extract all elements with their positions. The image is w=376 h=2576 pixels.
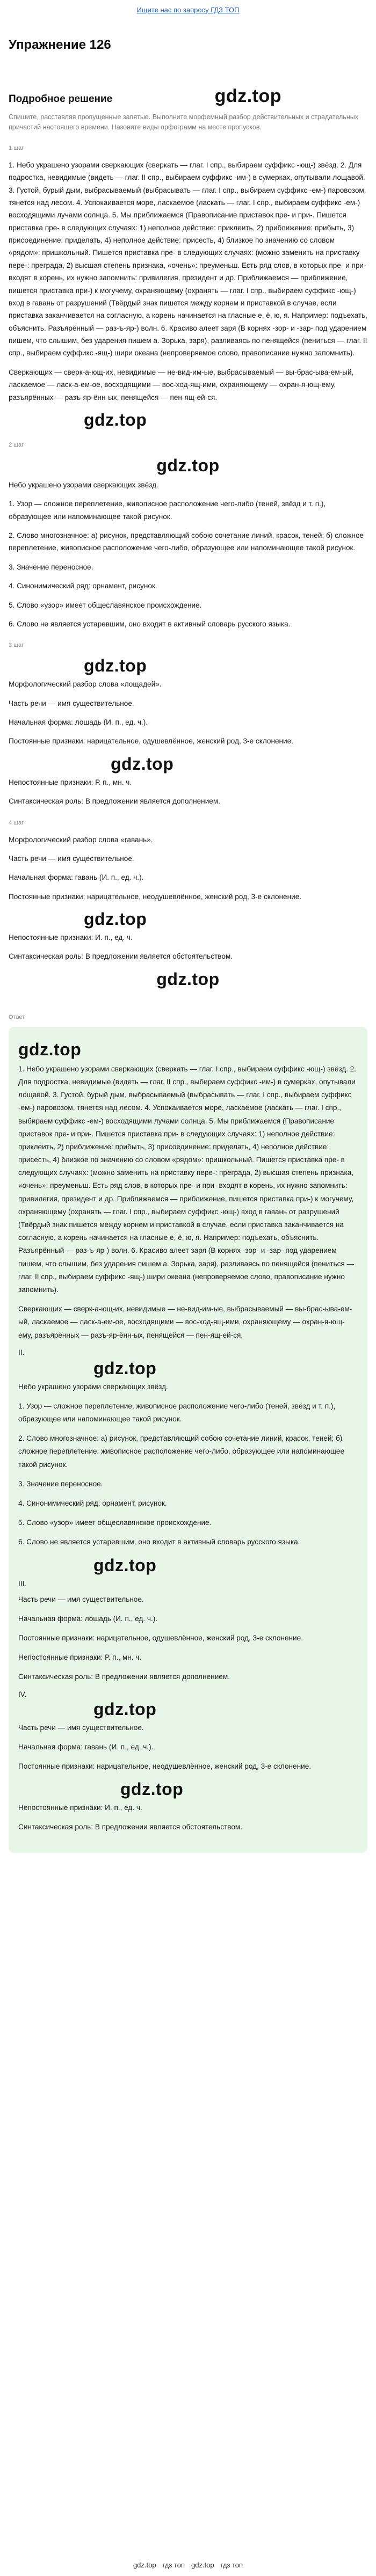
step3-lead: Морфологический разбор слова «лощадей».: [9, 680, 162, 689]
watermark: gdz.top: [84, 410, 147, 429]
watermark: gdz.top: [111, 754, 174, 773]
footer-link[interactable]: gdz.top: [191, 2560, 214, 2569]
step-label-1: 1 шаг: [9, 144, 24, 151]
watermark: gdz.top: [93, 1555, 157, 1575]
answer-paragraph-1: 1. Небо украшено узорами сверкающих (сверкать — глаг. I спр., выбираем суффикс -ющ-) звёзд. 2. Для подростка, невидимые (видеть — глаг. II спр., выбираем суффикс -им-) в сумерках, опутывали лощавой. 3. Густой, бурый дым, выбрасываемый (выбрасывать — глаг. I спр., выбираем суффикс -ем-) паровозом, тянется над лесом. 4. Успокаивается море, ласкаемое (ласкать — глаг. I спр., выбираем суффикс -ем-) восходящими лучами солнца. 5. Мы приближаемся (Правописание приставок пре- и при-. Пишется приставка при- в следующих случаях: 1) неполное действие: приклеить, 2) приближение: прибыть, 3) присоединение: приделать, 4) неполное действие: присесть, 4) близкое по значению со словом «рядом»: пришкольный. Пишется приставка пре- в следующих случаях: (можно заменить на приставку пере-: преграда, 2) высшая степень признака, «очень»: преуменьш. Есть ряд слов, в которых пре- и при- входят в корень, их нужно запомнить: привилегия, президент и др. Приближаемся — приближение, пишется приставка при-) к могучему, охраняющему (охранять — глаг. I спр., выбираем суффикс -ющ-) вход в гавань от разрушений (Твёрдый знак пишется между корнем и приставкой в случае, если приставка заканчивается на согласную, а корень начинается на гласные е, ё, ю, я. Например: подъехать, объяснить. Разъярённый — раз-ъ-яр-) волн. 6. Красиво алеет заря (В корнях -зор- и -зар- под ударением пишем, что слышим, без ударения пишем а. Зорька, заря), разливаясь по пенящейся (пениться — глаг. II спр., выбираем суффикс -ящ-) шири океана (непроверяемое слово, правописание нужно запомнить).: [18, 1064, 357, 1294]
watermark: gdz.top: [84, 656, 147, 676]
answer-item-4: 4. Синонимический ряд: орнамент, рисунок.: [18, 1499, 167, 1507]
step3-part-of-speech: Часть речи — имя существительное.: [9, 699, 134, 707]
watermark: gdz.top: [120, 1779, 184, 1799]
footer: [0, 2553, 376, 2576]
answer-item-2: 2. Слово многозначное: а) рисунок, представляющий собою сочетание линий, красок, теней; б) сложное переплетение, живописное расположение чего-либо, образующее или напоминающее такой рисунок.: [18, 1434, 345, 1469]
answer-item-5: 5. Слово «узор» имеет общеславянское происхождение.: [18, 1519, 212, 1527]
top-search-hint-text: Ищите нас по запросу ГДЗ ТОП: [136, 5, 240, 14]
page-title: Упражнение 126: [9, 38, 111, 52]
answer-4-part-of-speech: Часть речи — имя существительное.: [18, 1723, 144, 1732]
answer-item-3: 3. Значение переносное.: [18, 1479, 103, 1488]
answer-section-2-lead: Небо украшено узорами сверкающих звёзд.: [18, 1382, 168, 1391]
watermark: gdz.top: [214, 86, 281, 106]
step-label-4: 4 шаг: [9, 819, 24, 826]
step3-syntax-role: Синтаксическая роль: В предложении является дополнением.: [9, 797, 220, 806]
answer-3-constant-features: Постоянные признаки: нарицательное, одушевлённое, женский род, 3-е склонение.: [18, 1633, 303, 1642]
step3-initial-form: Начальная форма: лошадь (И. п., ед. ч.).: [9, 718, 148, 726]
step3-constant-features: Постоянные признаки: нарицательное, одушевлённое, женский род, 3-е склонение.: [9, 737, 293, 746]
step4-syntax-role: Синтаксическая роль: В предложении является обстоятельством.: [9, 952, 233, 961]
watermark: gdz.top: [18, 1039, 82, 1059]
answer-3-initial-form: Начальная форма: лошадь (И. п., ед. ч.).: [18, 1614, 158, 1623]
step2-item-5: 5. Слово «узор» имеет общеславянское происхождение.: [9, 601, 202, 609]
answer-item-6: 6. Слово не является устаревшим, оно входит в активный словарь русского языка.: [18, 1538, 300, 1546]
step4-constant-features: Постоянные признаки: нарицательное, неодушевлённое, женский род, 3-е склонение.: [9, 892, 302, 901]
answer-4-variable-features: Непостоянные признаки: И. п., ед. ч.: [18, 1804, 142, 1812]
step2-item-1: 1. Узор — сложное переплетение, живописное расположение чего-либо (теней, звёзд и т. п.), образующее или напоминающее такой рисунок.: [9, 500, 326, 521]
step3-variable-features: Непостоянные признаки: Р. п., мн. ч.: [9, 778, 132, 786]
step1-paragraph-2: Сверкающих — сверк-а-ющ-их, невидимые — не-вид-им-ые, выбрасываемый — вы-брас-ыва-ем-ый, ласкаемое — ласк-а-ем-ое, восходящими — вос-ход-ящ-ими, охраняющему — охран-я-ющ-ему, разъярённых — разъ-яр-ённ-ых, пенящейся — пен-ящ-ей-ся.: [9, 368, 354, 402]
step2-item-4: 4. Синонимический ряд: орнамент, рисунок.: [9, 582, 157, 590]
watermark: gdz.top: [156, 455, 220, 475]
step2-lead: Небо украшено узорами сверкающих звёзд.: [9, 480, 158, 489]
step2-item-2: 2. Слово многозначное: а) рисунок, представляющий собою сочетание линий, красок, теней; б) сложное переплетение, живописное расположение чего-либо, образующее или напоминающее такой рисунок.: [9, 531, 364, 552]
answer-box: [9, 1027, 367, 1853]
answer-3-variable-features: Непостоянные признаки: Р. п., мн. ч.: [18, 1653, 142, 1662]
answer-section-2-number: II.: [18, 1348, 25, 1356]
step2-item-6: 6. Слово не является устаревшим, оно входит в активный словарь русского языка.: [9, 619, 291, 628]
answer-section-4-number: IV.: [18, 1690, 27, 1698]
step4-lead: Морфологический разбор слова «гавань».: [9, 835, 153, 844]
footer-link[interactable]: гдз топ: [162, 2560, 185, 2569]
answer-paragraph-2: Сверкающих — сверк-а-ющ-их, невидимые — не-вид-им-ые, выбрасываемый — вы-брас-ыва-ем-ый, ласкаемое — ласк-а-ем-ое, восходящими — вос-ход-ящ-ими, охраняющему — охран-я-ющ-ему, разъярённых — разъ-яр-ённ-ых, пенящейся — пен-ящ-ей-ся.: [18, 1305, 352, 1339]
answer-4-syntax-role: Синтаксическая роль: В предложении является обстоятельством.: [18, 1823, 243, 1831]
step4-part-of-speech: Часть речи — имя существительное.: [9, 854, 134, 863]
answer-section-3-number: III.: [18, 1579, 27, 1588]
step4-variable-features: Непостоянные признаки: И. п., ед. ч.: [9, 933, 133, 942]
answer-item-1: 1. Узор — сложное переплетение, живописное расположение чего-либо (теней, звёзд и т. п.), образующее или напоминающее такой рисунок.: [18, 1402, 336, 1424]
answer-3-part-of-speech: Часть речи — имя существительное.: [18, 1595, 144, 1603]
answer-3-syntax-role: Синтаксическая роль: В предложении является дополнением.: [18, 1673, 230, 1681]
answer-4-constant-features: Постоянные признаки: нарицательное, неодушевлённое, женский род, 3-е склонение.: [18, 1762, 312, 1770]
answer-4-initial-form: Начальная форма: гавань (И. п., ед. ч.).: [18, 1742, 154, 1751]
solution-heading: [9, 86, 367, 107]
footer-link[interactable]: gdz.top: [133, 2560, 156, 2569]
step2-item-3: 3. Значение переносное.: [9, 563, 93, 571]
step1-paragraph-1: 1. Небо украшено узорами сверкающих (сверкать — глаг. I спр., выбираем суффикс -ющ-) звёзд. 2. Для подростка, невидимые (видеть — глаг. II спр., выбираем суффикс -им-) в сумерках, опутывали лощавой. 3. Густой, бурый дым, выбрасываемый (выбрасывать — глаг. I спр., выбираем суффикс -ем-) паровозом, тянется над лесом. 4. Успокаивается море, ласкаемое (ласкать — глаг. I спр., выбираем суффикс -ем-) восходящими лучами солнца. 5. Мы приближаемся (Правописание приставок пре- и при-. Пишется приставка пре- в следующих случаях: 1) неполное действие: приклеить, 2) приближение: прибыть, 3) присоединение: приделать, 4) неполное действие: присесть, 4) близкое по значению со словом «рядом»: пришкольный. Пишется приставка пре- в следующих случаях: (можно заменить на приставку пере-: преграда, 2) высшая степень признака, «очень»: преуменьш. Есть ряд слов, в которых пре- и при- входят в корень, их нужно запомнить: привилегия, президент и др. Приближаемся — приближение, пишется приставка при-) к могучему, охраняющему (охранять — глаг. I спр., выбираем суффикс -ющ-) вход в гавань от разрушений (Твёрдый знак пишется между корнем и приставкой в случае, если приставка заканчивается на согласную, а корень начинается на гласные е, ё, ю, я. Например: подъехать, объяснить. Разъярённый — раз-ъ-яр-) волн. 6. Красиво алеет заря (В корнях -зор- и -зар- под ударением пишем, что слышим, без ударения пишем а. Зорька, заря), разливаясь по пенящейся (пениться — глаг. II спр., выбираем суффикс -ящ-) шири океана (непроверяемое слово, правописание нужно запомнить).: [9, 160, 367, 357]
solution-heading-text: Подробное решение: [9, 93, 113, 105]
watermark: gdz.top: [156, 969, 220, 989]
watermark: gdz.top: [93, 1358, 157, 1378]
step-label-2: 2 шаг: [9, 441, 24, 448]
top-search-hint[interactable]: [0, 0, 376, 19]
step-label-3: 3 шаг: [9, 642, 24, 649]
watermark: gdz.top: [93, 1699, 157, 1719]
watermark: gdz.top: [84, 909, 147, 929]
step4-initial-form: Начальная форма: гавань (И. п., ед. ч.).: [9, 873, 144, 882]
page-content: [0, 38, 376, 1853]
task-note: Спишите, расставляя пропущенные запятые. Выполните морфемный разбор действительных и страдательных причастий настоящего времени. Назовите виды орфограмм на месте пропусков.: [9, 113, 358, 132]
answer-label: Ответ: [9, 1013, 25, 1020]
footer-link[interactable]: гдз топ: [220, 2560, 243, 2569]
